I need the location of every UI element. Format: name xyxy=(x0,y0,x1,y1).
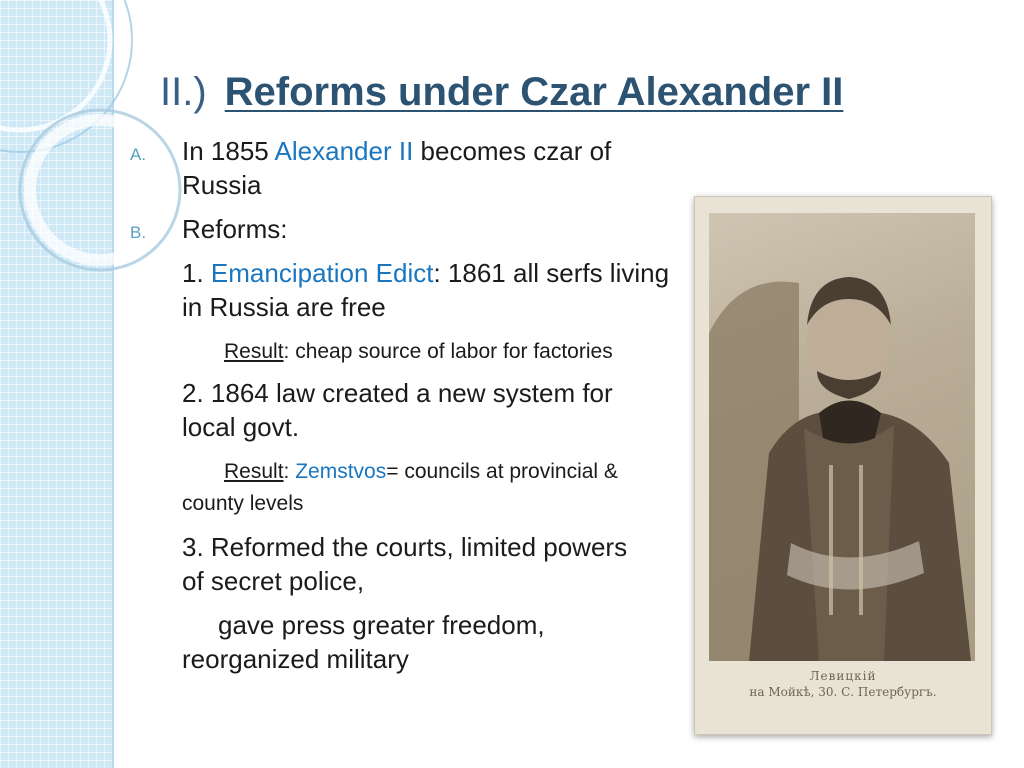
result2-colon: : xyxy=(283,460,296,483)
point-b xyxy=(130,212,690,246)
result-2 xyxy=(130,456,622,520)
portrait-figure-illustration xyxy=(709,213,975,661)
result-1 xyxy=(130,336,622,368)
item3-text: 3. Reformed the courts, limited powers of secret police, xyxy=(182,532,628,596)
reform-item-1 xyxy=(130,256,687,324)
decorative-side-band xyxy=(0,0,114,768)
alexander-ii-highlight: Alexander II xyxy=(274,136,414,166)
photographer-name: Левицкій xyxy=(809,669,877,683)
result2-label: Result xyxy=(224,460,284,483)
marker-b: B. xyxy=(130,223,147,242)
slide-title xyxy=(160,70,980,130)
title-number: II.) xyxy=(160,70,207,114)
title-text: Reforms under Czar Alexander II xyxy=(224,70,844,114)
result1-label: Result xyxy=(224,340,284,363)
slide-body xyxy=(130,134,690,676)
item3-continuation: gave press greater freedom, reorganized military xyxy=(182,610,545,674)
portrait-image xyxy=(709,213,975,661)
portrait-photo-card xyxy=(694,196,992,735)
item1-prefix: 1. xyxy=(182,258,211,288)
point-a-pre: In 1855 xyxy=(182,136,275,166)
marker-a: A. xyxy=(130,145,147,164)
item2-text: 2. 1864 law created a new system for local govt. xyxy=(182,378,613,442)
emancipation-edict-highlight: Emancipation Edict xyxy=(210,258,434,288)
point-a xyxy=(130,134,672,202)
zemstvos-highlight: Zemstvos xyxy=(295,460,387,483)
item1-text: : 1861 all serfs living in Russia are free xyxy=(182,258,670,322)
reform-item-2 xyxy=(130,376,672,444)
reform-item-3 xyxy=(130,530,652,598)
photo-caption xyxy=(695,669,991,699)
point-b-text: Reforms: xyxy=(182,214,288,244)
point-a-post: becomes czar of Russia xyxy=(182,136,612,200)
result2-text: = councils at provincial & county levels xyxy=(182,460,618,515)
studio-address: на Мойкѣ, 30. С. Петербургъ. xyxy=(749,685,937,699)
result1-text: : cheap source of labor for factories xyxy=(283,340,613,363)
reform-item-3-continuation xyxy=(130,608,622,676)
